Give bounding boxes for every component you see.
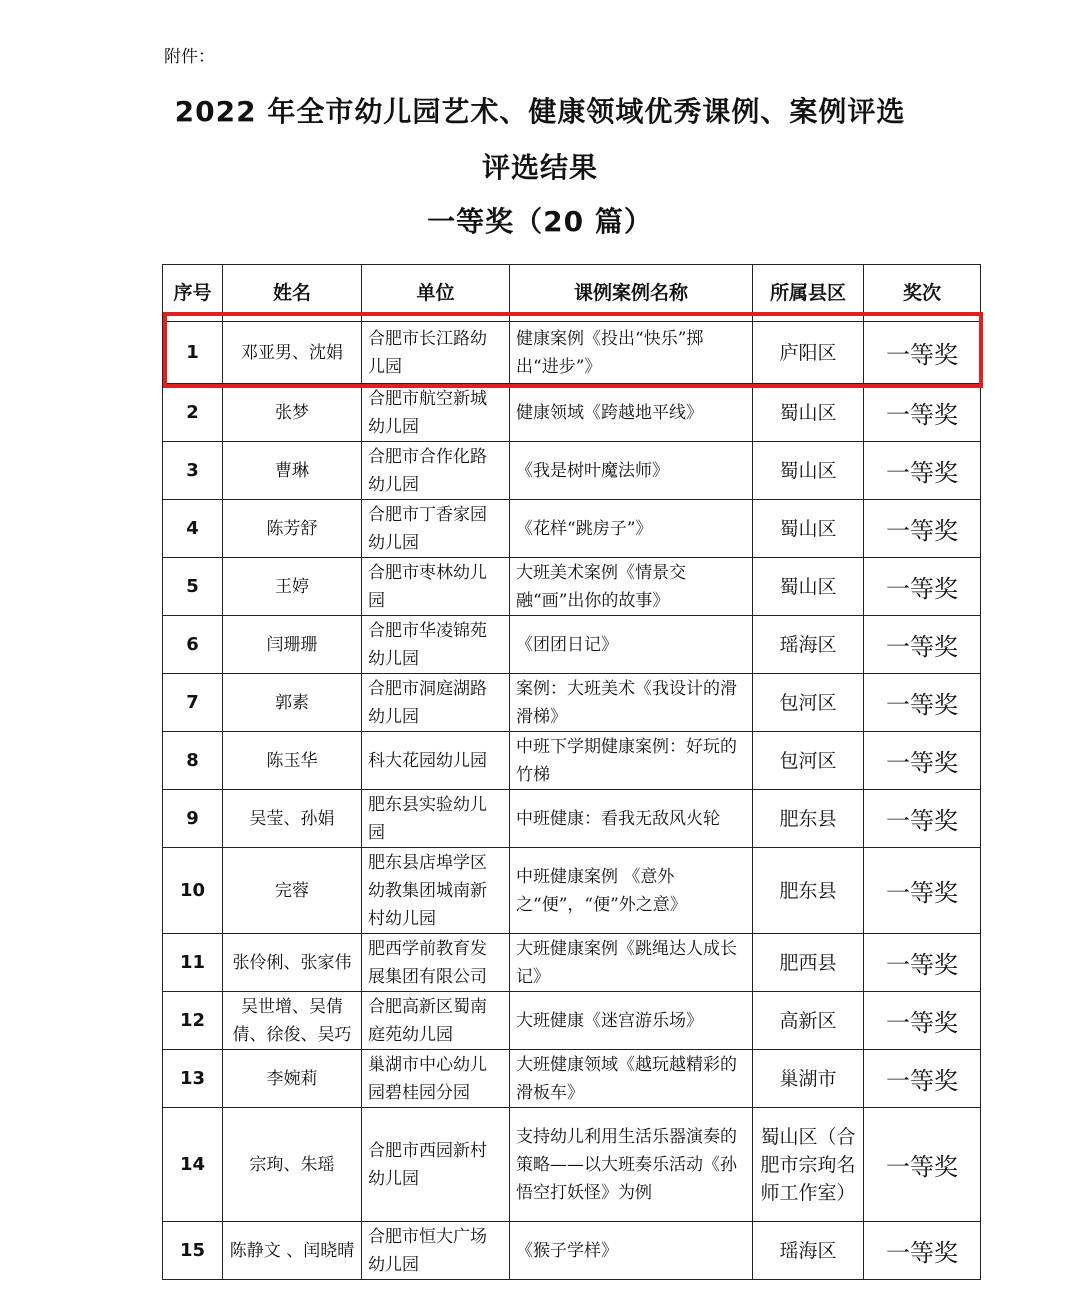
cell-name: 吴莹、孙娟 xyxy=(223,790,362,848)
cell-district: 肥东县 xyxy=(753,848,864,934)
cell-case-title: 大班健康领域《越玩越精彩的滑板车》 xyxy=(510,1050,753,1108)
cell-district: 高新区 xyxy=(753,992,864,1050)
document-title: 2022 年全市幼儿园艺术、健康领域优秀课例、案例评选 xyxy=(174,95,906,128)
cell-unit: 肥东县实验幼儿园 xyxy=(362,790,510,848)
cell-case-title: 案例：大班美术《我设计的滑滑梯》 xyxy=(510,674,753,732)
cell-index: 3 xyxy=(163,442,223,500)
cell-award: 一等奖 xyxy=(864,1108,981,1222)
cell-unit: 合肥市华凌锦苑幼儿园 xyxy=(362,616,510,674)
table-row xyxy=(163,616,981,674)
cell-case-title: 《团团日记》 xyxy=(510,616,753,674)
award-level-heading: 一等奖（20 篇） xyxy=(427,205,653,238)
table-row xyxy=(163,992,981,1050)
cell-award: 一等奖 xyxy=(864,558,981,616)
cell-unit: 合肥市恒大广场幼儿园 xyxy=(362,1222,510,1280)
cell-case-title: 健康领域《跨越地平线》 xyxy=(510,384,753,442)
cell-district: 包河区 xyxy=(753,732,864,790)
cell-district: 蜀山区 xyxy=(753,442,864,500)
cell-index: 7 xyxy=(163,674,223,732)
attachment-label: 附件： xyxy=(164,47,215,67)
cell-award: 一等奖 xyxy=(864,1050,981,1108)
cell-index: 10 xyxy=(163,848,223,934)
cell-case-title: 《我是树叶魔法师》 xyxy=(510,442,753,500)
cell-district: 蜀山区 xyxy=(753,500,864,558)
cell-unit: 肥西学前教育发展集团有限公司 xyxy=(362,934,510,992)
cell-case-title: 健康案例《投出“快乐”掷出“进步”》 xyxy=(510,322,753,384)
cell-unit: 合肥市合作化路幼儿园 xyxy=(362,442,510,500)
cell-name: 陈玉华 xyxy=(223,732,362,790)
cell-case-title: 中班健康案例 《意外之“便”，“便”外之意》 xyxy=(510,848,753,934)
cell-unit: 巢湖市中心幼儿园碧桂园分园 xyxy=(362,1050,510,1108)
table-row xyxy=(163,848,981,934)
table-row xyxy=(163,384,981,442)
cell-name: 郭素 xyxy=(223,674,362,732)
cell-unit: 肥东县店埠学区幼教集团城南新村幼儿园 xyxy=(362,848,510,934)
cell-index: 5 xyxy=(163,558,223,616)
cell-name: 闫珊珊 xyxy=(223,616,362,674)
cell-name: 完蓉 xyxy=(223,848,362,934)
cell-award: 一等奖 xyxy=(864,992,981,1050)
table-row xyxy=(163,1222,981,1280)
cell-district: 庐阳区 xyxy=(753,322,864,384)
cell-unit: 合肥市长江路幼儿园 xyxy=(362,322,510,384)
header-name: 姓名 xyxy=(223,265,362,322)
cell-name: 张伶俐、张家伟 xyxy=(223,934,362,992)
cell-case-title: 大班美术案例《情景交融“画”出你的故事》 xyxy=(510,558,753,616)
cell-district: 包河区 xyxy=(753,674,864,732)
cell-name: 曹琳 xyxy=(223,442,362,500)
header-unit: 单位 xyxy=(362,265,510,322)
cell-name: 王婷 xyxy=(223,558,362,616)
cell-unit: 合肥市丁香家园幼儿园 xyxy=(362,500,510,558)
cell-award: 一等奖 xyxy=(864,322,981,384)
cell-index: 2 xyxy=(163,384,223,442)
cell-index: 4 xyxy=(163,500,223,558)
cell-name: 陈芳舒 xyxy=(223,500,362,558)
cell-unit: 合肥市西园新村幼儿园 xyxy=(362,1108,510,1222)
table-row xyxy=(163,732,981,790)
cell-name: 张梦 xyxy=(223,384,362,442)
cell-index: 12 xyxy=(163,992,223,1050)
table-row xyxy=(163,1050,981,1108)
highlight-box xyxy=(163,312,983,388)
cell-index: 9 xyxy=(163,790,223,848)
cell-case-title: 《猴子学样》 xyxy=(510,1222,753,1280)
cell-district: 蜀山区 xyxy=(753,558,864,616)
cell-unit: 科大花园幼儿园 xyxy=(362,732,510,790)
cell-district: 肥东县 xyxy=(753,790,864,848)
cell-case-title: 《花样“跳房子”》 xyxy=(510,500,753,558)
cell-index: 6 xyxy=(163,616,223,674)
cell-unit: 合肥市枣林幼儿园 xyxy=(362,558,510,616)
header-district: 所属县区 xyxy=(753,265,864,322)
header-index: 序号 xyxy=(163,265,223,322)
cell-name: 宗珣、朱瑶 xyxy=(223,1108,362,1222)
cell-case-title: 大班健康案例《跳绳达人成长记》 xyxy=(510,934,753,992)
cell-award: 一等奖 xyxy=(864,1222,981,1280)
cell-award: 一等奖 xyxy=(864,848,981,934)
cell-name: 邓亚男、沈娟 xyxy=(223,322,362,384)
document-subtitle: 评选结果 xyxy=(481,151,598,184)
cell-district: 瑶海区 xyxy=(753,1222,864,1280)
table-row xyxy=(163,790,981,848)
cell-case-title: 中班健康：看我无敌风火轮 xyxy=(510,790,753,848)
cell-award: 一等奖 xyxy=(864,934,981,992)
table-row xyxy=(163,1108,981,1222)
cell-name: 陈静文 、闰晓晴 xyxy=(223,1222,362,1280)
cell-award: 一等奖 xyxy=(864,790,981,848)
cell-district: 巢湖市 xyxy=(753,1050,864,1108)
cell-case-title: 支持幼儿利用生活乐器演奏的策略——以大班奏乐活动《孙悟空打妖怪》为例 xyxy=(510,1108,753,1222)
cell-index: 11 xyxy=(163,934,223,992)
cell-award: 一等奖 xyxy=(864,442,981,500)
cell-award: 一等奖 xyxy=(864,616,981,674)
table-row xyxy=(163,442,981,500)
cell-name: 李婉莉 xyxy=(223,1050,362,1108)
cell-unit: 合肥市洞庭湖路幼儿园 xyxy=(362,674,510,732)
table-row xyxy=(163,558,981,616)
cell-index: 14 xyxy=(163,1108,223,1222)
cell-index: 13 xyxy=(163,1050,223,1108)
cell-award: 一等奖 xyxy=(864,500,981,558)
table-row xyxy=(163,500,981,558)
cell-case-title: 大班健康《迷宫游乐场》 xyxy=(510,992,753,1050)
cell-index: 8 xyxy=(163,732,223,790)
table-row xyxy=(163,934,981,992)
header-award: 奖次 xyxy=(864,265,981,322)
cell-district: 蜀山区（合肥市宗珣名师工作室） xyxy=(753,1108,864,1222)
cell-district: 蜀山区 xyxy=(753,384,864,442)
cell-index: 15 xyxy=(163,1222,223,1280)
cell-award: 一等奖 xyxy=(864,674,981,732)
cell-award: 一等奖 xyxy=(864,732,981,790)
results-table xyxy=(162,264,981,1280)
cell-index: 1 xyxy=(163,322,223,384)
table-row xyxy=(163,674,981,732)
cell-name: 吴世增、吴倩倩、徐俊、吴巧 xyxy=(223,992,362,1050)
cell-case-title: 中班下学期健康案例：好玩的竹梯 xyxy=(510,732,753,790)
cell-district: 瑶海区 xyxy=(753,616,864,674)
header-case-title: 课例案例名称 xyxy=(510,265,753,322)
cell-unit: 合肥市航空新城幼儿园 xyxy=(362,384,510,442)
cell-unit: 合肥高新区蜀南庭苑幼儿园 xyxy=(362,992,510,1050)
cell-award: 一等奖 xyxy=(864,384,981,442)
cell-district: 肥西县 xyxy=(753,934,864,992)
